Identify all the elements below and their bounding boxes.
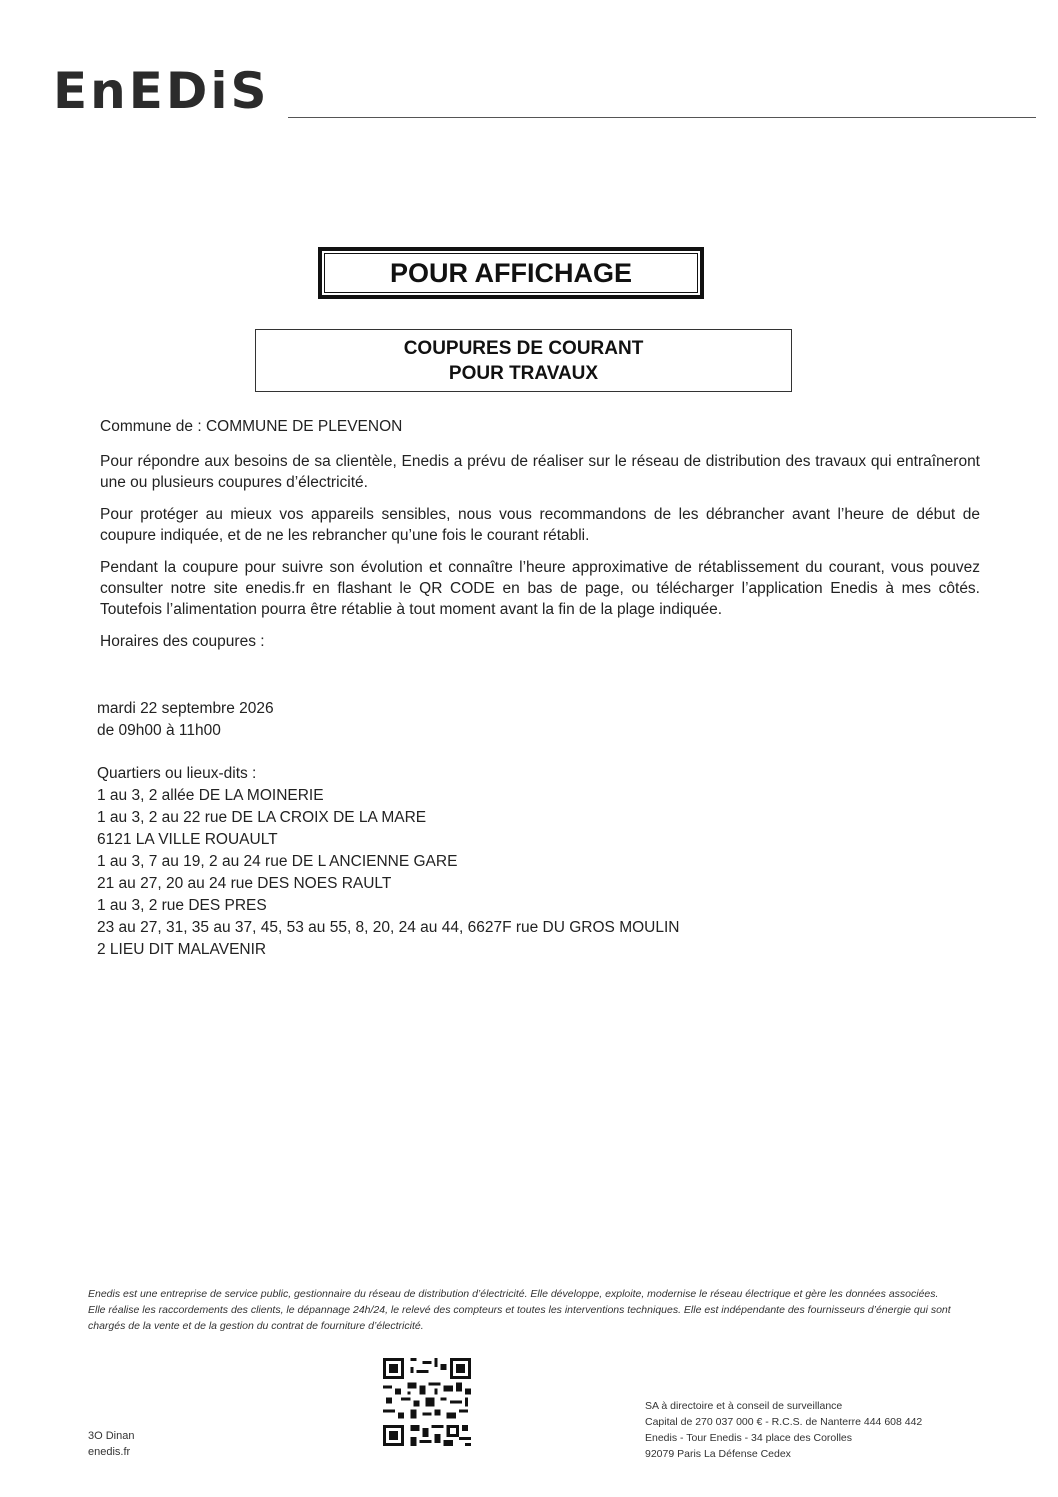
paragraph-3: Pendant la coupure pour suivre son évolution et connaître l’heure approximative de rétablissement du courant, vous pouvez consulter notre site enedis.fr en flashant le QR CODE en bas de page, ou télécharger l’application Enedis à mes côtés. Toutefois l’alimentation pourra être rétablie à tout moment avant la fin de la plage indiquée. — [100, 559, 980, 618]
commune-line: Commune de : COMMUNE DE PLEVENON — [100, 418, 403, 435]
horaires-label: Horaires des coupures : — [100, 633, 265, 650]
footer-legal-line: Enedis - Tour Enedis - 34 place des Corolles — [645, 1432, 853, 1444]
list-item: 1 au 3, 2 allée DE LA MOINERIE — [97, 787, 324, 804]
quartiers-list — [97, 763, 679, 961]
enedis-logo: EnEDiS — [53, 62, 270, 120]
schedule-date: mardi 22 septembre 2026 — [97, 700, 274, 717]
coupures-title-line2: POUR TRAVAUX — [448, 362, 599, 384]
paragraph-1: Pour répondre aux besoins de sa clientèle, Enedis a prévu de réaliser sur le réseau de distribution des travaux qui entraîneront une ou plusieurs coupures d’électricité. — [100, 453, 980, 491]
list-item: 6121 LA VILLE ROUAULT — [97, 831, 278, 848]
notice-body — [100, 416, 980, 663]
schedule — [97, 698, 274, 741]
pour-affichage-title: POUR AFFICHAGE — [390, 257, 632, 288]
pour-affichage-box — [318, 247, 704, 299]
footer-left — [88, 1428, 134, 1460]
qr-code-icon[interactable] — [383, 1358, 471, 1446]
schedule-time: de 09h00 à 11h00 — [97, 721, 221, 739]
footer-legal — [645, 1398, 922, 1462]
footer-legal-line: Capital de 270 037 000 € - R.C.S. de Nanterre 444 608 442 — [645, 1416, 923, 1428]
header-rule — [288, 117, 1036, 118]
footer-legal-line: 92079 Paris La Défense Cedex — [645, 1448, 791, 1460]
list-item: 2 LIEU DIT MALAVENIR — [97, 941, 267, 958]
list-item: 1 au 3, 2 au 22 rue DE LA CROIX DE LA MARE — [97, 809, 427, 826]
footer-website[interactable]: enedis.fr — [88, 1446, 131, 1458]
quartiers-label: Quartiers ou lieux-dits : — [97, 765, 257, 782]
list-item: 1 au 3, 2 rue DES PRES — [97, 897, 267, 914]
footer-legal-line: SA à directoire et à conseil de surveillance — [645, 1400, 843, 1412]
list-item: 1 au 3, 7 au 19, 2 au 24 rue DE L ANCIENNE GARE — [97, 853, 458, 870]
footer-office: 3O Dinan — [88, 1430, 135, 1442]
list-item: 21 au 27, 20 au 24 rue DES NOES RAULT — [97, 875, 392, 892]
footer-disclaimer: Enedis est une entreprise de service public, gestionnaire du réseau de distribution d’électricité. Elle développe, exploite, modernise le réseau électrique et gère les données associées. Elle réalise les raccordements des clients, le dépannage 24h/24, le relevé des compteurs et toutes les interventions techniques. Elle est indépendante des fournisseurs d’énergie qui sont chargés de la vente et de la gestion du contrat de fourniture d’électricité. — [88, 1288, 951, 1332]
coupures-box — [255, 329, 792, 392]
paragraph-2: Pour protéger au mieux vos appareils sensibles, nous vous recommandons de les débrancher avant l’heure de début de coupure indiquée, et de ne les rebrancher qu’une fois le courant rétabli. — [100, 506, 980, 544]
coupures-title-line1: COUPURES DE COURANT — [403, 337, 644, 359]
list-item: 23 au 27, 31, 35 au 37, 45, 53 au 55, 8, 20, 24 au 44, 6627F rue DU GROS MOULIN — [97, 919, 680, 936]
